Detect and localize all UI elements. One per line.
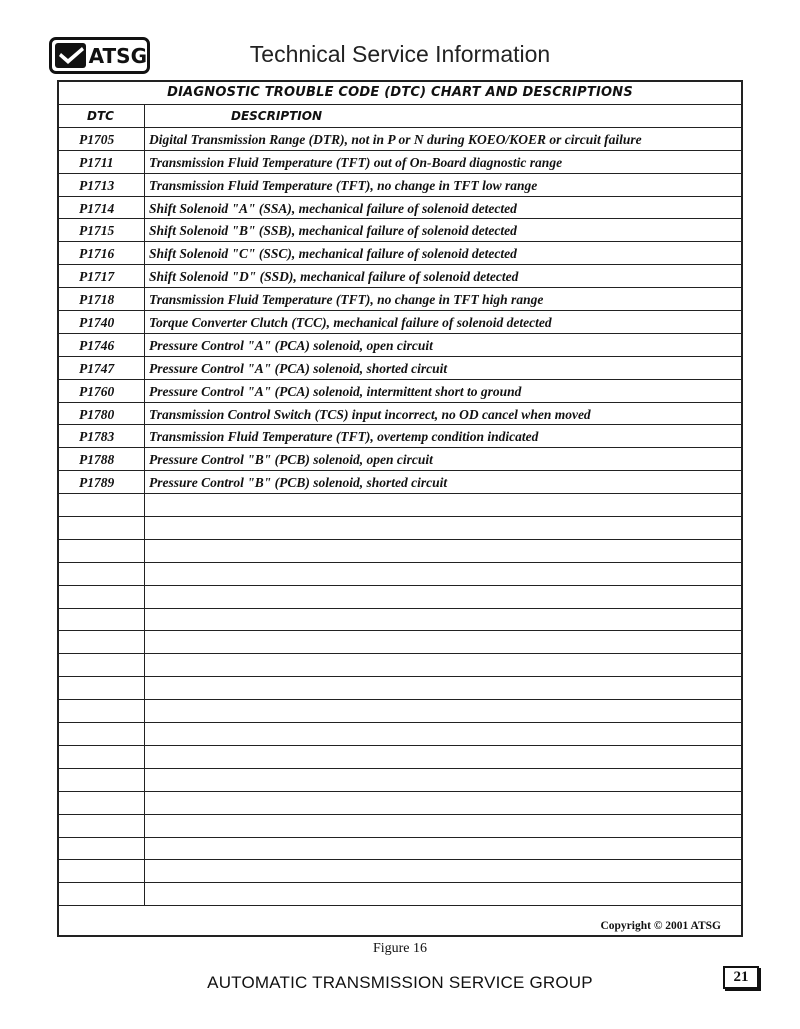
table-row (59, 769, 741, 792)
figure-caption: Figure 16 (372, 941, 428, 956)
footer-organization: AUTOMATIC TRANSMISSION SERVICE GROUP (207, 973, 593, 992)
dtc-description: Transmission Fluid Temperature (TFT), no change in TFT high range (149, 292, 544, 308)
table-row (59, 265, 741, 288)
dtc-code: P1715 (79, 223, 115, 239)
table-row (59, 838, 741, 861)
dtc-code: P1714 (79, 200, 115, 216)
table-row (59, 151, 741, 174)
table-row (59, 517, 741, 540)
dtc-code: P1780 (79, 406, 115, 422)
dtc-description: Shift Solenoid "D" (SSD), mechanical failure of solenoid detected (149, 269, 519, 285)
table-row (59, 815, 741, 838)
table-row (59, 792, 741, 815)
table-row (59, 311, 741, 334)
dtc-description: Pressure Control "B" (PCB) solenoid, shorted circuit (149, 475, 448, 491)
table-row (59, 586, 741, 609)
dtc-rows (59, 105, 741, 906)
table-row (59, 174, 741, 197)
dtc-description: Pressure Control "B" (PCB) solenoid, open circuit (149, 452, 433, 468)
dtc-description: Digital Transmission Range (DTR), not in P or N during KOEO/KOER or circuit failure (149, 131, 642, 147)
dtc-code: P1740 (79, 315, 115, 331)
dtc-code: P1760 (79, 383, 115, 399)
dtc-code: P1789 (79, 475, 115, 491)
dtc-description: Pressure Control "A" (PCA) solenoid, intermittent short to ground (149, 383, 522, 399)
column-header-description: DESCRIPTION (231, 109, 323, 123)
table-row (59, 448, 741, 471)
dtc-code: P1783 (79, 429, 115, 445)
dtc-code: P1716 (79, 246, 115, 262)
table-row (59, 654, 741, 677)
dtc-description: Transmission Control Switch (TCS) input incorrect, no OD cancel when moved (149, 406, 591, 422)
dtc-description: Torque Converter Clutch (TCC), mechanical failure of solenoid detected (149, 315, 552, 331)
dtc-description: Transmission Fluid Temperature (TFT) out of On-Board diagnostic range (149, 154, 563, 170)
chart-title: DIAGNOSTIC TROUBLE CODE (DTC) CHART AND DESCRIPTIONS (59, 82, 741, 105)
dtc-description: Pressure Control "A" (PCA) solenoid, open circuit (149, 337, 433, 353)
dtc-code: P1788 (79, 452, 115, 468)
dtc-code: P1705 (79, 131, 115, 147)
dtc-description: Shift Solenoid "A" (SSA), mechanical failure of solenoid detected (149, 200, 517, 216)
logo-text: ATSG (88, 43, 147, 68)
table-row (59, 563, 741, 586)
dtc-chart (57, 80, 743, 937)
page-title: Technical Service Information (249, 41, 551, 67)
table-row (59, 242, 741, 265)
page-number: 21 (723, 966, 759, 989)
table-row (59, 631, 741, 654)
table-row (59, 883, 741, 906)
table-row (59, 471, 741, 494)
table-row (59, 746, 741, 769)
table-header-row (59, 105, 741, 128)
column-header-dtc: DTC (87, 109, 114, 123)
dtc-code: P1711 (79, 154, 114, 170)
table-row (59, 677, 741, 700)
dtc-code: P1717 (79, 269, 115, 285)
table-row (59, 540, 741, 563)
table-row (59, 494, 741, 517)
table-row (59, 128, 741, 151)
dtc-description: Transmission Fluid Temperature (TFT), no change in TFT low range (149, 177, 538, 193)
dtc-description: Shift Solenoid "C" (SSC), mechanical failure of solenoid detected (149, 246, 517, 262)
table-row (59, 380, 741, 403)
table-row (59, 609, 741, 632)
table-row (59, 219, 741, 242)
copyright: Copyright © 2001 ATSG (600, 920, 721, 932)
table-row (59, 403, 741, 426)
table-row (59, 197, 741, 220)
table-row (59, 723, 741, 746)
table-row (59, 860, 741, 883)
dtc-description: Shift Solenoid "B" (SSB), mechanical failure of solenoid detected (149, 223, 517, 239)
dtc-description: Transmission Fluid Temperature (TFT), overtemp condition indicated (149, 429, 539, 445)
dtc-code: P1713 (79, 177, 115, 193)
dtc-code: P1746 (79, 337, 115, 353)
dtc-code: P1747 (79, 360, 115, 376)
table-row (59, 288, 741, 311)
table-row (59, 700, 741, 723)
dtc-description: Pressure Control "A" (PCA) solenoid, shorted circuit (149, 360, 448, 376)
table-row (59, 357, 741, 380)
table-row (59, 334, 741, 357)
dtc-code: P1718 (79, 292, 115, 308)
table-row (59, 425, 741, 448)
